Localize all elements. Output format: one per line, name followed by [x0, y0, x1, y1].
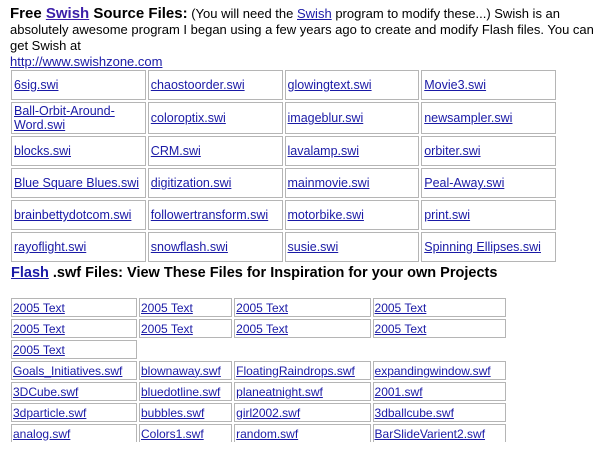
table-cell	[285, 70, 420, 100]
table-row	[11, 168, 556, 198]
table-row	[11, 424, 506, 442]
table-cell	[421, 70, 556, 100]
table-cell	[421, 232, 556, 262]
file-link[interactable]: 2005 Text	[13, 300, 65, 315]
file-link[interactable]: Ball-Orbit-Around-Word.swi	[14, 104, 115, 132]
file-link[interactable]: analog.swf	[13, 426, 71, 441]
flash-heading-text: .swf Files: View These Files for Inspiration for your own Projects	[48, 265, 498, 281]
file-link[interactable]: snowflash.swi	[150, 240, 228, 254]
table-cell	[234, 361, 370, 380]
file-link[interactable]: followertransform.swi	[150, 208, 269, 222]
table-cell	[11, 382, 137, 401]
table-cell	[373, 298, 506, 317]
file-link[interactable]: rayoflight.swi	[14, 240, 87, 254]
table-cell	[148, 70, 283, 100]
file-link[interactable]: Goals_Initiatives.swf	[13, 363, 123, 378]
file-link[interactable]: Spinning Ellipses.swi	[424, 240, 541, 254]
table-cell	[139, 424, 232, 442]
flash-files-heading	[11, 265, 497, 281]
file-link[interactable]: expandingwindow.swf	[374, 363, 491, 378]
table-cell	[234, 424, 370, 442]
flash-heading-link[interactable]: Flash	[11, 265, 49, 281]
table-row	[11, 232, 556, 262]
table-row	[11, 403, 506, 422]
intro-heading	[10, 5, 188, 22]
file-link[interactable]: 2005 Text	[141, 321, 193, 336]
file-link[interactable]: Colors1.swf	[141, 426, 204, 441]
table-cell	[11, 340, 137, 359]
table-cell	[234, 319, 370, 338]
table-cell	[139, 382, 232, 401]
table-row	[11, 136, 556, 166]
table-cell	[11, 168, 146, 198]
table-row	[11, 361, 506, 380]
file-link[interactable]: 6sig.swi	[14, 78, 59, 92]
file-link[interactable]: bluedotline.swf	[141, 384, 221, 399]
table-cell	[139, 403, 232, 422]
table-cell	[11, 298, 137, 317]
table-cell	[285, 136, 420, 166]
table-cell	[234, 403, 370, 422]
intro-text-before: (You will need the	[191, 6, 294, 21]
file-link[interactable]: chaostoorder.swi	[150, 78, 245, 92]
swish-inline-link[interactable]: Swish	[297, 6, 332, 21]
table-cell	[421, 200, 556, 230]
table-cell	[11, 361, 137, 380]
table-cell	[148, 102, 283, 134]
file-link[interactable]: planeatnight.swf	[236, 384, 323, 399]
file-link[interactable]: digitization.swi	[150, 176, 232, 190]
file-link[interactable]: BarSlideVarient2.swf	[374, 426, 486, 441]
table-cell	[139, 319, 232, 338]
file-link[interactable]: blocks.swi	[14, 144, 71, 158]
file-link[interactable]: Blue Square Blues.swi	[14, 176, 140, 190]
file-link[interactable]: 3dparticle.swf	[13, 405, 87, 420]
table-cell	[148, 232, 283, 262]
table-row	[11, 382, 506, 401]
file-link[interactable]: 3dballcube.swf	[374, 405, 454, 420]
swishzone-url-link[interactable]: http://www.swishzone.com	[10, 54, 163, 69]
table-cell	[148, 168, 283, 198]
file-link[interactable]: random.swf	[236, 426, 299, 441]
file-link[interactable]: 2005 Text	[374, 300, 427, 315]
file-link[interactable]: FloatingRaindrops.swf	[236, 363, 355, 378]
table-cell	[11, 319, 137, 338]
source-files-label: Source Files:	[93, 5, 188, 22]
table-cell	[11, 102, 146, 134]
table-cell	[421, 168, 556, 198]
table-cell	[148, 200, 283, 230]
file-link[interactable]: imageblur.swi	[287, 111, 364, 125]
table-cell	[139, 340, 232, 359]
table-cell	[11, 403, 137, 422]
free-label: Free	[10, 5, 42, 22]
swish-files-table	[9, 68, 558, 264]
table-cell	[285, 168, 420, 198]
table-cell	[373, 382, 506, 401]
table-cell	[373, 424, 506, 442]
table-cell	[11, 424, 137, 442]
table-cell	[11, 232, 146, 262]
file-link[interactable]: newsampler.swi	[424, 111, 513, 125]
file-link[interactable]: 2005 Text	[236, 321, 288, 336]
table-cell	[373, 319, 506, 338]
table-cell	[234, 298, 370, 317]
file-link[interactable]: brainbettydotcom.swi	[14, 208, 132, 222]
table-cell	[373, 340, 506, 359]
table-cell	[234, 340, 370, 359]
table-cell	[421, 136, 556, 166]
file-link[interactable]: blownaway.swf	[141, 363, 221, 378]
table-cell	[285, 200, 420, 230]
table-row	[11, 70, 556, 100]
table-cell	[139, 361, 232, 380]
file-link[interactable]: motorbike.swi	[287, 208, 364, 222]
table-row	[11, 319, 506, 338]
table-cell	[373, 361, 506, 380]
file-link[interactable]: bubbles.swf	[141, 405, 205, 420]
file-link[interactable]: print.swi	[424, 208, 471, 222]
file-link[interactable]: coloroptix.swi	[150, 111, 226, 125]
table-cell	[148, 136, 283, 166]
file-link[interactable]: Peal-Away.swi	[424, 176, 505, 190]
file-link[interactable]: girl2002.swf	[236, 405, 301, 420]
file-link[interactable]: 2005 Text	[13, 321, 65, 336]
table-cell	[11, 136, 146, 166]
file-link[interactable]: susie.swi	[287, 240, 339, 254]
file-link[interactable]: 2001.swf	[374, 384, 423, 399]
table-row	[11, 340, 506, 359]
file-link[interactable]: mainmovie.swi	[287, 176, 370, 190]
file-link[interactable]: 2005 Text	[141, 300, 193, 315]
flash-files-table	[9, 296, 508, 444]
intro-text-after: program to modify these...) Swish is an absolutely awesome program I began using a few years ago to create and modify Flash files. You can get Swish at	[10, 6, 594, 53]
table-cell	[139, 298, 232, 317]
file-link[interactable]: lavalamp.swi	[287, 144, 360, 158]
table-row	[11, 200, 556, 230]
swish-heading-link[interactable]: Swish	[45, 5, 90, 22]
file-link[interactable]: Movie3.swi	[424, 78, 487, 92]
file-link[interactable]: 3DCube.swf	[13, 384, 79, 399]
file-link[interactable]: CRM.swi	[150, 144, 201, 158]
table-row	[11, 102, 556, 134]
intro-paragraph	[10, 6, 595, 70]
file-link[interactable]: 2005 Text	[236, 300, 288, 315]
file-link[interactable]: orbiter.swi	[424, 144, 481, 158]
table-cell	[11, 200, 146, 230]
table-row	[11, 298, 506, 317]
file-link[interactable]: 2005 Text	[374, 321, 427, 336]
table-cell	[421, 102, 556, 134]
file-link[interactable]: glowingtext.swi	[287, 78, 372, 92]
file-link[interactable]: 2005 Text	[13, 342, 65, 357]
table-cell	[234, 382, 370, 401]
table-cell	[285, 232, 420, 262]
table-cell	[373, 403, 506, 422]
table-cell	[285, 102, 420, 134]
table-cell	[11, 70, 146, 100]
